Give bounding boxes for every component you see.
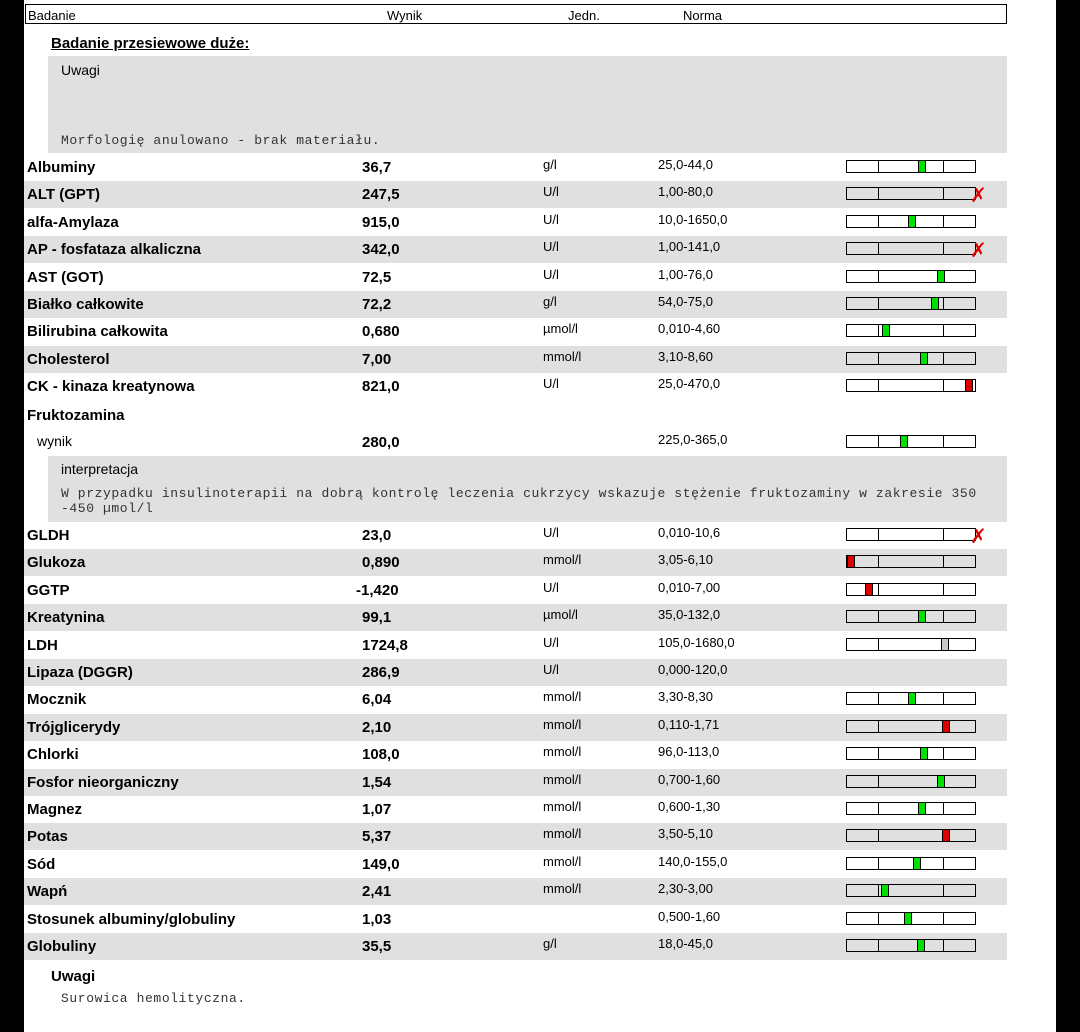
result-value: 280,0 [362,434,400,451]
out-of-range-icon: ✗ [970,183,987,208]
result-value: 1,03 [362,910,392,928]
test-name: CK - kinaza kreatynowa [27,378,195,396]
test-name: Cholesterol [27,350,110,368]
norm-range: 105,0-1680,0 [658,634,735,650]
norm-range: 35,0-132,0 [658,607,721,623]
test-name: Potas [27,828,68,846]
fructosamine-header-row [24,402,1007,429]
unit: mmol/l [543,689,582,705]
test-name: Wapń [27,883,68,901]
unit: mmol/l [543,881,582,897]
norm-range: 0,010-4,60 [658,321,721,337]
table-header [25,4,1007,24]
unit: mmol/l [543,771,582,787]
result-value: 36,7 [362,159,392,176]
fructosamine-interpretation [48,456,1007,522]
norm-range: 0,010-10,6 [658,525,721,540]
unit: U/l [543,211,559,227]
range-bar [846,912,976,925]
range-bar [846,379,976,392]
range-bar [846,638,976,651]
range-marker [941,639,949,650]
test-name: Glukoza [27,554,86,572]
norm-range: 225,0-365,0 [658,432,728,447]
table-row [24,264,1007,291]
norm-range: 1,00-80,0 [658,184,713,200]
norm-range: 140,0-155,0 [658,853,728,869]
test-name: Kreatynina [27,609,105,627]
result-value: 6,04 [362,691,392,709]
norm-range: 0,110-1,71 [658,716,720,732]
norm-range: 3,05-6,10 [658,552,713,568]
unit: g/l [543,157,557,172]
table-row [24,346,1007,373]
unit: g/l [543,936,557,951]
table-row [24,632,1007,659]
unit: mmol/l [543,799,582,814]
range-bar [846,352,976,365]
norm-range: 0,700-1,60 [658,771,721,787]
range-bar [846,242,976,255]
range-bar [846,720,976,733]
top-note-title: Uwagi [61,62,100,78]
range-marker [847,556,855,567]
test-name: Albuminy [27,159,96,176]
table-row [24,209,1007,236]
result-value: 0,680 [362,323,400,341]
table-row [24,154,1007,181]
range-bar [846,802,976,815]
result-value: 2,41 [362,883,392,901]
range-marker [937,271,945,282]
norm-range: 0,010-7,00 [658,579,721,595]
out-of-range-icon: ✗ [970,238,987,263]
unit: U/l [543,525,559,540]
range-marker [904,913,912,924]
table-row [24,659,1007,686]
result-value: 286,9 [362,664,400,681]
test-name: Bilirubina całkowita [27,323,168,341]
table-row [24,318,1007,345]
test-name: AST (GOT) [27,268,104,286]
norm-range: 0,600-1,30 [658,799,721,814]
norm-range: 1,00-76,0 [658,266,713,282]
test-name: Magnez [27,801,83,818]
test-name: ALT (GPT) [27,186,101,204]
test-name: Mocznik [27,691,87,709]
range-marker [937,776,945,787]
result-value: 108,0 [362,746,400,764]
header-name: Badanie [28,8,76,23]
range-marker [908,693,916,704]
result-value: 72,5 [362,268,392,286]
range-bar [846,324,976,337]
fructosamine-result-row [24,429,1007,456]
test-name: Białko całkowite [27,296,144,313]
unit: µmol/l [543,321,578,337]
result-value: 72,2 [362,296,392,313]
range-bar [846,857,976,870]
test-name: GGTP [27,581,70,599]
range-marker [918,803,926,814]
result-value: 0,890 [362,554,400,572]
table-row [24,291,1007,318]
header-norm: Norma [683,8,723,23]
range-bar [846,610,976,623]
interpretation-text: W przypadku insulinoterapii na dobrą kontrolę leczenia cukrzycy wskazuje stężenie fruktozaminy w zakresie 350 -450 µmol/l [61,486,977,516]
range-bar [846,435,976,448]
norm-range: 0,500-1,60 [658,908,721,924]
range-bar [846,775,976,788]
range-bar [846,160,976,173]
norm-range: 3,50-5,10 [658,826,713,842]
result-value: 7,00 [362,350,392,368]
norm-range: 2,30-3,00 [658,881,713,897]
unit: mmol/l [543,826,582,842]
out-of-range-icon: ✗ [970,524,987,548]
table-row [24,686,1007,713]
range-marker [918,161,926,172]
norm-range: 18,0-45,0 [658,936,713,951]
unit: U/l [543,376,559,392]
unit: mmol/l [543,853,582,869]
unit: U/l [543,239,559,255]
range-marker [942,721,950,732]
table-row [24,604,1007,631]
range-marker [882,325,890,336]
range-marker [900,436,908,447]
range-marker [913,858,921,869]
range-marker [931,298,939,309]
table-row [24,522,1007,549]
range-bar [846,555,976,568]
unit: mmol/l [543,348,582,364]
unit: g/l [543,294,557,309]
unit: U/l [543,184,559,200]
range-bar [846,297,976,310]
range-bar [846,583,976,596]
section-title: Badanie przesiewowe duże: [51,35,250,52]
result-value: 5,37 [362,828,392,846]
table-row [24,823,1007,850]
range-marker [942,830,950,841]
test-name: Fruktozamina [27,407,125,424]
range-bar [846,215,976,228]
norm-range: 25,0-470,0 [658,376,721,392]
norm-range: 0,000-120,0 [658,662,728,677]
result-value: 35,5 [362,938,392,955]
result-value: 247,5 [362,186,400,204]
result-value: 342,0 [362,241,400,259]
test-name: AP - fosfataza alkaliczna [27,241,201,259]
table-row [24,769,1007,796]
range-marker [881,885,889,896]
range-marker [865,584,873,595]
interpretation-label: interpretacja [61,461,139,477]
bottom-note-title: Uwagi [51,968,96,985]
table-row [24,373,1007,400]
range-marker [908,216,916,227]
range-marker [965,380,973,391]
test-name: Globuliny [27,938,97,955]
header-unit: Jedn. [568,8,600,23]
table-row [24,577,1007,604]
norm-range: 1,00-141,0 [658,239,721,255]
result-value: 1,54 [362,773,392,791]
result-value: 1724,8 [362,636,408,654]
result-value: 915,0 [362,213,400,231]
test-name: Chlorki [27,746,79,764]
norm-range: 25,0-44,0 [658,157,713,172]
table-row [24,851,1007,878]
norm-range: 10,0-1650,0 [658,211,728,227]
range-marker [920,748,928,759]
unit: mmol/l [543,716,582,732]
result-value: 1,07 [362,801,392,818]
unit: mmol/l [543,552,582,568]
range-marker [918,611,926,622]
result-value: 23,0 [362,527,392,544]
norm-range: 3,10-8,60 [658,348,713,364]
bottom-note-text: Surowica hemolityczna. [61,991,246,1006]
range-bar [846,747,976,760]
range-marker [917,940,925,951]
range-bar [846,270,976,283]
norm-range: 96,0-113,0 [658,744,720,760]
range-bar [846,692,976,705]
table-row [24,741,1007,768]
result-value: -1,420 [356,581,399,599]
result-value: 2,10 [362,718,392,736]
test-name: Fosfor nieorganiczny [27,773,179,791]
unit: U/l [543,662,559,677]
range-bar [846,939,976,952]
test-name: alfa-Amylaza [27,213,119,231]
test-name: Stosunek albuminy/globuliny [27,910,236,928]
unit: U/l [543,579,559,595]
table-row [24,796,1007,823]
result-value: 149,0 [362,855,400,873]
range-bar [846,187,976,200]
result-value: 821,0 [362,378,400,396]
range-bar [846,829,976,842]
result-value: 99,1 [362,609,392,627]
top-note-text: Morfologię anulowano - brak materiału. [61,133,381,148]
top-note [48,56,1007,153]
test-name: GLDH [27,527,70,544]
test-name: Trójglicerydy [27,718,121,736]
norm-range: 3,30-8,30 [658,689,713,705]
table-row [24,878,1007,905]
unit: mmol/l [543,744,582,760]
sub-test-name: wynik [37,433,73,449]
test-name: LDH [27,636,58,654]
test-name: Sód [27,855,56,873]
header-result: Wynik [387,8,423,23]
range-marker [920,353,928,364]
unit: U/l [543,266,559,282]
table-row [24,933,1007,960]
norm-range: 54,0-75,0 [658,294,713,309]
table-row [24,549,1007,576]
test-name: Lipaza (DGGR) [27,664,133,681]
range-bar [846,884,976,897]
table-row [24,181,1007,208]
table-row [24,906,1007,933]
table-row [24,236,1007,263]
table-row [24,714,1007,741]
unit: U/l [543,634,559,650]
range-bar [846,528,976,541]
unit: µmol/l [543,607,578,623]
